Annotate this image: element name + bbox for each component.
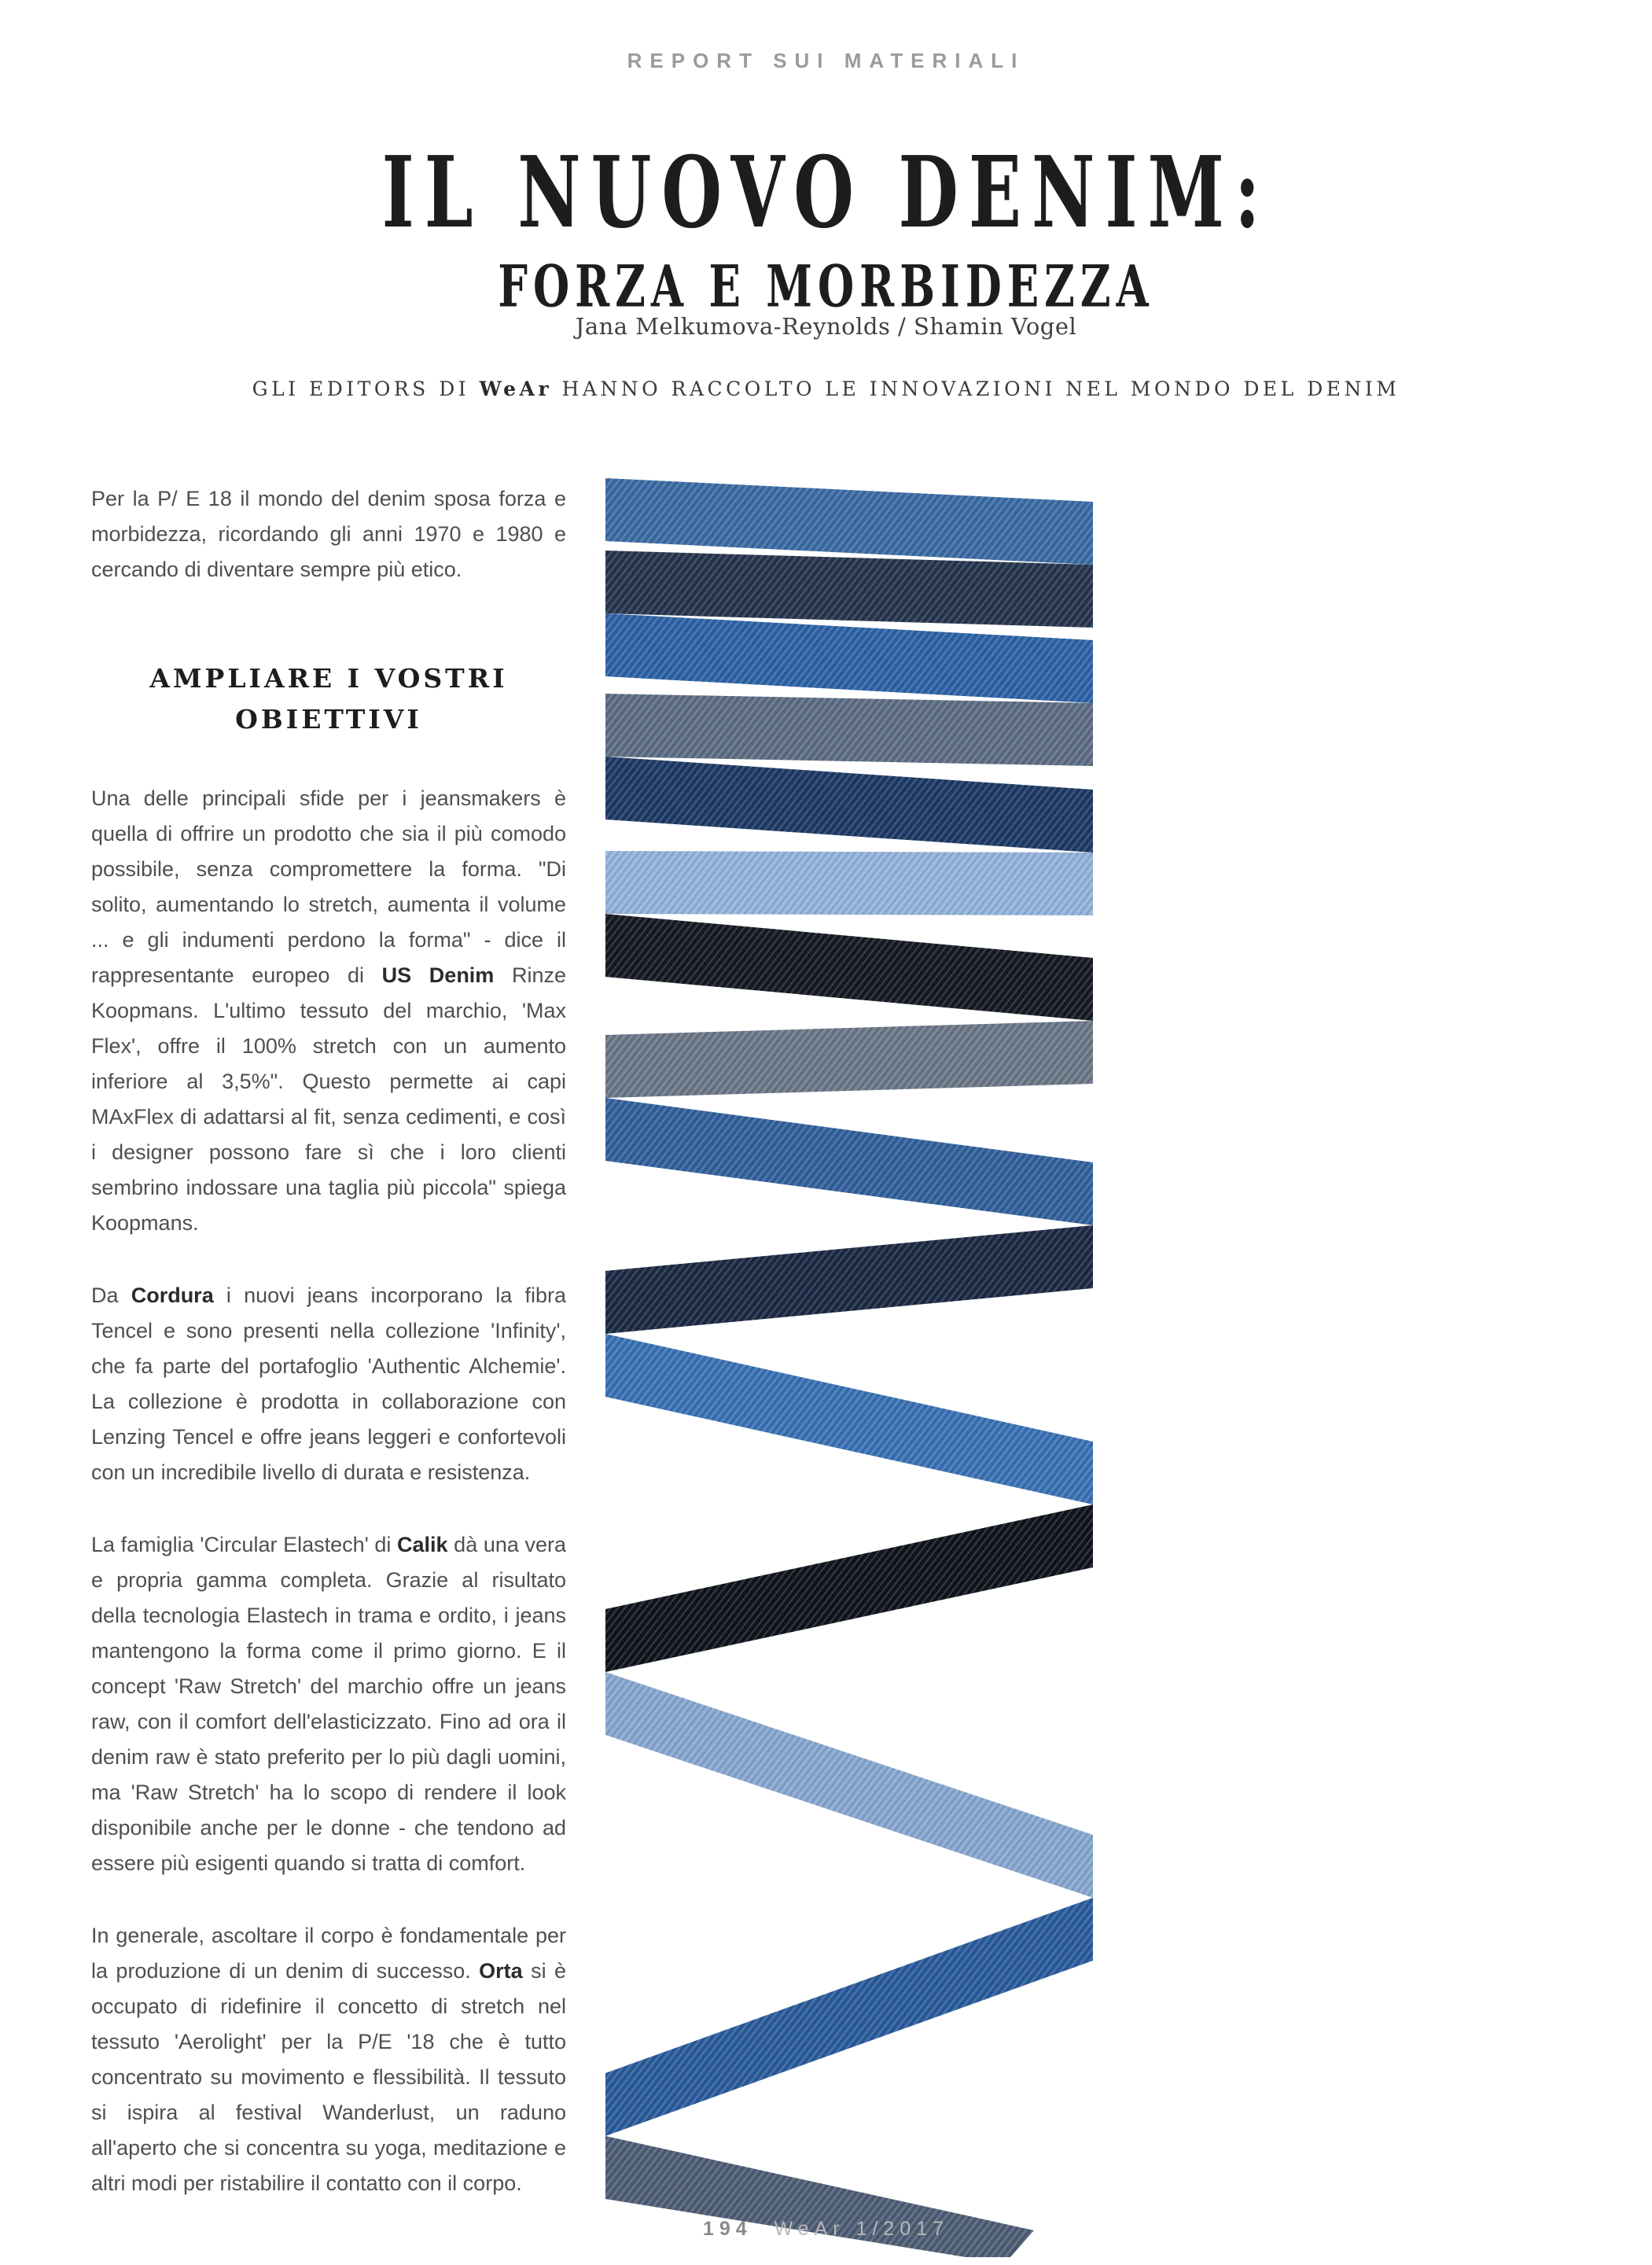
denim-strip: [605, 1098, 1093, 1225]
denim-strip: [605, 1225, 1093, 1334]
paragraph: Da Cordura i nuovi jeans incorporano la fibra Tencel e sono presenti nella collezione 'Infinity', che fa parte del portafoglio 'Authentic Alchemie'. La collezione è prodotta in collaborazione con Lenzing Tencel e offre jeans leggeri e confortevoli con un incredibile livello di durata e resistenza.: [91, 1284, 566, 1484]
denim-strip: [605, 478, 1093, 565]
paragraph: Una delle principali sfide per i jeansmakers è quella di offrire un prodotto che sia il più comodo possibile, senza compromettere la forma. "Di solito, aumentando lo stretch, aumenta il volume ... e gli indumenti perdono la forma" - dice il rappresentante europeo di US Denim Rinze Koopmans. L'ultimo tessuto del marchio, 'Max Flex', offre il 100% stretch con un aumento inferiore al 3,5%". Questo permette ai capi MAxFlex di adattarsi al fit, senza cedimenti, e così i designer possono fare sì che i loro clienti sembrino indossare una taglia più piccola" spiega Koopmans.: [91, 786, 566, 1235]
denim-strip: [605, 694, 1093, 766]
page-subtitle: [0, 253, 1652, 321]
denim-strip: [605, 757, 1093, 853]
footer-issue-label: WeAr 1/2017: [774, 2218, 950, 2240]
denim-strip: [605, 914, 1093, 1021]
footer: [0, 2218, 1652, 2241]
left-column: [91, 481, 566, 2238]
denim-strip: [605, 1021, 1093, 1098]
denim-strips: [605, 478, 1093, 2257]
denim-strip: [605, 1898, 1093, 2136]
paragraph: La famiglia 'Circular Elastech' di Calik dà una vera e propria gamma completa. Grazie al risultato della tecnologia Elastech in trama e ordito, i jeans mantengono la forma come il primo giorno. E il concept 'Raw Stretch' del marchio offre un jeans raw, con il comfort dell'elasticizzato. Fino ad ora il denim raw è stato preferito per lo più dagli uomini, ma 'Raw Stretch' ha lo scopo di rendere il look disponibile anche per le donne - che tendono ad essere più esigenti quando si tratta di comfort.: [91, 1533, 566, 1875]
denim-strip: [605, 1504, 1093, 1672]
section-heading-line: OBIETTIVI: [235, 704, 422, 735]
deck: GLI EDITORS DI WeAr HANNO RACCOLTO LE INNOVAZIONI NEL MONDO DEL DENIM: [252, 378, 1400, 400]
page-title: [0, 134, 1652, 250]
intro-paragraph: Per la P/ E 18 il mondo del denim sposa forza e morbidezza, ricordando gli anni 1970 e 1980 e cercando di diventare sempre più etico.: [91, 487, 566, 581]
section-heading-line: AMPLIARE I VOSTRI: [149, 663, 508, 694]
denim-strip: [605, 1672, 1093, 1898]
footer-issue: [763, 2218, 774, 2240]
byline: Jana Melkumova-Reynolds / Shamin Vogel: [575, 313, 1077, 340]
paragraph: In generale, ascoltare il corpo è fondamentale per la produzione di un denim di successo. Orta si è occupato di ridefinire il concetto di stretch nel tessuto 'Aerolight' per la P/E '18 che è tutto concentrato su movimento e flessibilità. Il tessuto si ispira al festival Wanderlust, un raduno all'aperto che si concentra su yoga, meditazione e altri modi per ristabilire il contatto con il corpo.: [91, 1924, 566, 2195]
denim-strip: [605, 851, 1093, 915]
footer-page-number: 194: [702, 2218, 752, 2240]
denim-strip: [605, 551, 1093, 628]
denim-ribbon-illustration: [605, 478, 1093, 2257]
denim-strip: [605, 613, 1093, 703]
page-title-line1: IL NUOVO DENIM:: [381, 134, 1271, 250]
section-heading-ampliare: [91, 658, 566, 740]
kicker: REPORT SUI MATERIALI: [627, 49, 1025, 72]
denim-strip: [605, 1334, 1093, 1504]
page-title-line2: FORZA E MORBIDEZZA: [498, 253, 1154, 321]
